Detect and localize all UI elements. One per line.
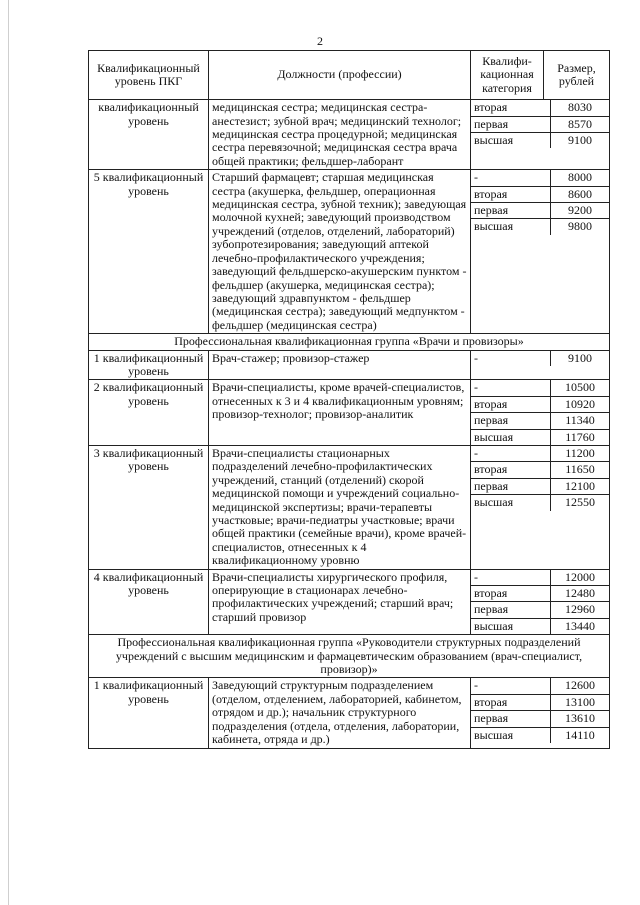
group-title-row (89, 334, 610, 350)
table-row (89, 569, 610, 635)
category-name: высшая (474, 429, 514, 444)
salary-amount: 12550 (551, 495, 610, 511)
header-category: Квалифи-кационная категория (471, 51, 544, 100)
category-name: высшая (474, 618, 514, 633)
table-row (89, 445, 610, 569)
positions-cell: Старший фармацевт; старшая медицинская сестра (акушерка, фельдшер, операционная медицинская сестра, зубной техник); заведующая молочной кухней; заведующий производством учреждений (отделов, отделений, лабораторий) зубопротезирования; заведующий аптекой лечебно-профилактического учреждения; заведующий фельдшерско-акушерским пунктом - фельдшер (акушерка, медицинская сестра); заведующий здравпунктом - фельдшер (медицинская сестра); заведующий медпунктом - фельдшер (медицинская сестра) (209, 170, 471, 334)
category-size-cell (471, 445, 610, 569)
positions-cell: Врачи-специалисты хирургического профиля, оперирующие в стационарах лечебно-профилактических учреждений; старший врач; старший провизор (209, 569, 471, 635)
category-row (471, 678, 609, 694)
table-row (89, 100, 610, 170)
category-name: первая (471, 602, 551, 618)
salary-amount: 11200 (551, 446, 610, 462)
salary-amount: 10920 (551, 396, 610, 412)
positions-cell: Врач-стажер; провизор-стажер (209, 350, 471, 380)
qualification-level: 2 квалификационный уровень (89, 380, 209, 446)
salary-amount: 12000 (551, 570, 610, 586)
category-name: вторая (471, 462, 551, 478)
group-title: Профессиональная квалификационная группа «Руководители структурных подразделений учреждений с высшим медицинским и фармацевтическим образованием (врач-специалист, провизор)» (89, 635, 610, 678)
category-list (471, 170, 609, 235)
salary-amount: 10500 (551, 380, 610, 396)
salary-amount: 13440 (551, 618, 610, 634)
salary-amount: 9100 (551, 133, 610, 149)
salary-amount: 8600 (551, 186, 610, 202)
category-row (471, 478, 609, 494)
category-list (471, 100, 609, 148)
group-title: Профессиональная квалификационная группа «Врачи и провизоры» (89, 334, 610, 350)
salary-amount: 12960 (551, 602, 610, 618)
page-number: 2 (317, 34, 323, 48)
category-row (471, 586, 609, 602)
category-list (471, 351, 609, 366)
qualification-level: 5 квалификационный уровень (89, 170, 209, 334)
category-name: высшая (474, 495, 514, 510)
category-row (471, 203, 609, 219)
salary-amount: 12100 (551, 478, 610, 494)
category-row (471, 413, 609, 429)
category-name: - (471, 570, 551, 586)
category-row (471, 396, 609, 412)
category-size-cell (471, 678, 610, 748)
category-list (471, 446, 609, 511)
category-name: высшая (474, 727, 514, 742)
category-name: - (471, 380, 551, 396)
salary-amount: 12480 (551, 586, 610, 602)
positions-cell: Врачи-специалисты, кроме врачей-специалистов, отнесенных к 3 и 4 квалификационным уровням; провизор-технолог; провизор-аналитик (209, 380, 471, 446)
category-row (471, 570, 609, 586)
table-header-row (89, 51, 610, 100)
salary-amount: 11340 (551, 413, 610, 429)
category-list (471, 678, 609, 743)
qualification-level: 1 квалификационный уровень (89, 350, 209, 380)
category-row (471, 133, 609, 149)
page-edge-line (8, 0, 9, 905)
salary-amount: 11650 (551, 462, 610, 478)
category-row (471, 618, 609, 634)
category-name: - (471, 446, 551, 462)
salary-amount: 9200 (551, 203, 610, 219)
category-name: вторая (471, 186, 551, 202)
table-row (89, 678, 610, 748)
salary-amount: 8000 (551, 170, 610, 186)
salary-amount: 13100 (551, 694, 610, 710)
category-row (471, 429, 609, 445)
salary-table (88, 50, 610, 749)
category-size-cell (471, 350, 610, 380)
category-list (471, 570, 609, 635)
category-list (471, 380, 609, 445)
header-level: Квалификационный уровень ПКГ (89, 51, 209, 100)
category-row (471, 602, 609, 618)
category-row (471, 495, 609, 511)
category-size-cell (471, 170, 610, 334)
category-size-cell (471, 380, 610, 446)
category-name: вторая (471, 100, 551, 116)
category-row (471, 380, 609, 396)
category-row (471, 351, 609, 366)
positions-cell: Врачи-специалисты стационарных подразделений лечебно-профилактических учреждений, станций (отделений) скорой медицинской помощи и учреждений социально-медицинской экспертизы; врачи-терапевты участковые; врачи-педиатры участковые; врачи общей практики (семейные врачи), кроме врачей-специалистов, отнесенных к 4 квалификационному уровню (209, 445, 471, 569)
table-body (89, 100, 610, 748)
salary-amount: 8030 (551, 100, 610, 116)
category-name: - (471, 170, 551, 186)
header-size: Размер, рублей (544, 51, 610, 100)
qualification-level: 4 квалификационный уровень (89, 569, 209, 635)
table-row (89, 170, 610, 334)
category-name: вторая (471, 694, 551, 710)
category-name: первая (471, 116, 551, 132)
positions-cell: медицинская сестра; медицинская сестра-анестезист; зубной врач; медицинский технолог; медицинская сестра процедурной; медицинская сестра перевязочной; медицинская сестра врача общей практики; фельдшер-лаборант (209, 100, 471, 170)
category-row (471, 462, 609, 478)
header-positions: Должности (профессии) (209, 51, 471, 100)
category-name: первая (471, 203, 551, 219)
table-row (89, 350, 610, 380)
category-name: вторая (471, 586, 551, 602)
qualification-level: 3 квалификационный уровень (89, 445, 209, 569)
category-row (471, 219, 609, 235)
category-name: вторая (471, 396, 551, 412)
positions-cell: Заведующий структурным подразделением (отделом, отделением, лабораторией, кабинетом, отрядом и др.); начальник структурного подразделения (отдела, отделения, лаборатории, кабинета, отряда и др.) (209, 678, 471, 748)
category-name: первая (471, 478, 551, 494)
salary-amount: 9800 (551, 219, 610, 235)
category-row (471, 100, 609, 116)
category-row (471, 170, 609, 186)
category-name: - (471, 678, 551, 694)
category-name: высшая (474, 219, 514, 234)
category-row (471, 711, 609, 727)
salary-amount: 12600 (551, 678, 610, 694)
category-name: - (474, 350, 478, 365)
category-row (471, 446, 609, 462)
category-row (471, 727, 609, 743)
group-title-row (89, 635, 610, 678)
salary-amount: 13610 (551, 711, 610, 727)
category-row (471, 694, 609, 710)
salary-amount: 9100 (551, 351, 610, 366)
category-name: первая (471, 413, 551, 429)
category-row (471, 116, 609, 132)
qualification-level: 1 квалификационный уровень (89, 678, 209, 748)
category-name: высшая (474, 133, 514, 148)
table-row (89, 380, 610, 446)
category-row (471, 186, 609, 202)
qualification-level: квалификационный уровень (89, 100, 209, 170)
salary-amount: 8570 (551, 116, 610, 132)
category-size-cell (471, 569, 610, 635)
category-name: первая (471, 711, 551, 727)
salary-amount: 14110 (551, 727, 610, 743)
salary-amount: 11760 (551, 429, 610, 445)
category-size-cell (471, 100, 610, 170)
